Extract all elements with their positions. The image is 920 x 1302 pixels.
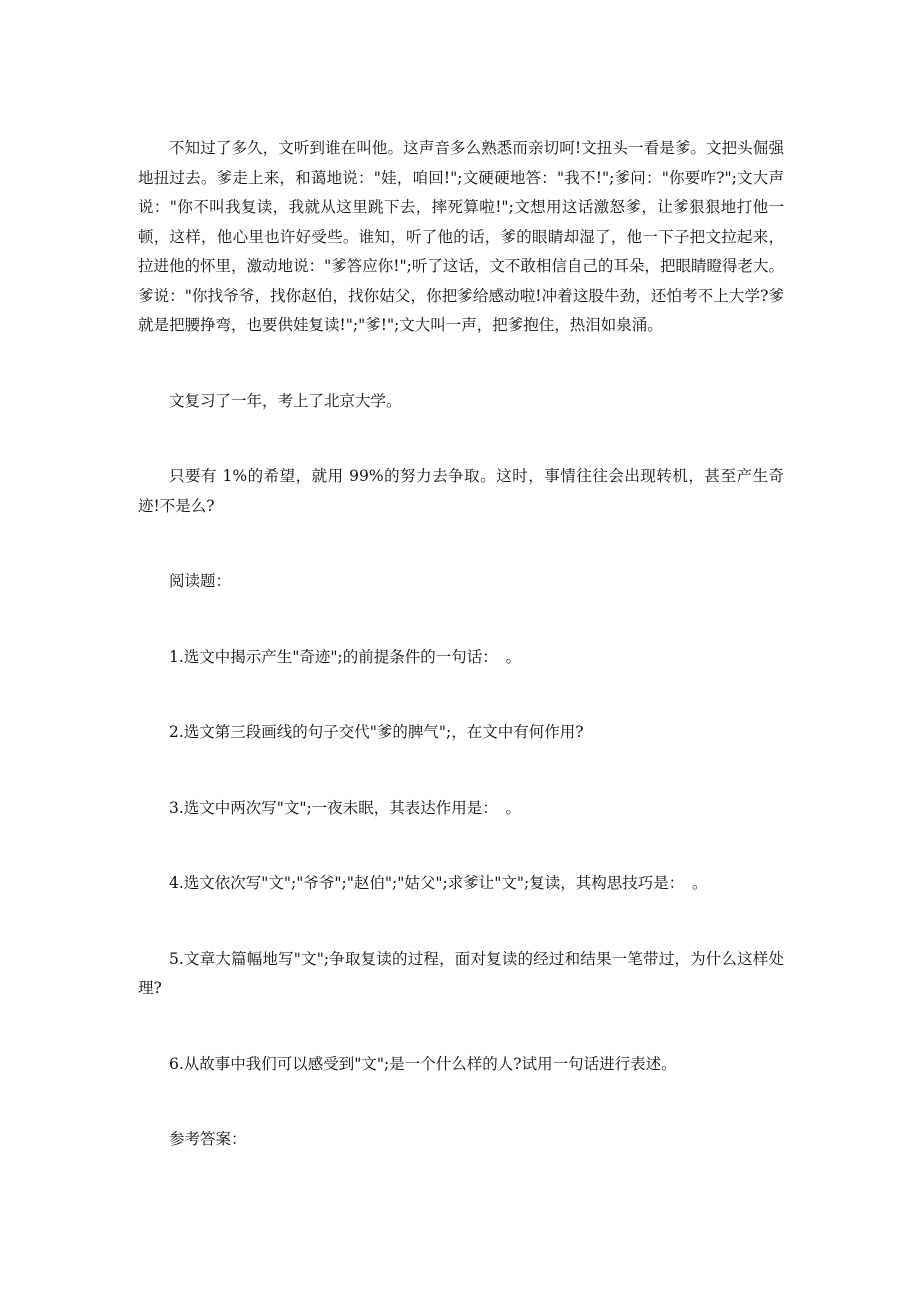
- document-body: [138, 134, 784, 1155]
- moral-paragraph: 只要有 1%的希望，就用 99%的努力去争取。这时，事情往往会出现转机，甚至产生奇迹!不是么?: [138, 467, 784, 515]
- question-4: 4.选文依次写"文";"爷爷";"赵伯";"姑父";求爹让"文";复读，其构思技巧是： 。: [169, 874, 708, 892]
- outcome-paragraph: 文复习了一年，考上了北京大学。: [169, 391, 402, 410]
- question-1: 1.选文中揭示产生"奇迹";的前提条件的一句话： 。: [169, 647, 522, 666]
- answer-key-heading: 参考答案：: [169, 1130, 247, 1148]
- story-paragraph: 不知过了多久，文听到谁在叫他。这声音多么熟悉而亲切呵!文扭头一看是爹。文把头倔强地扭过去。爹走上来，和蔼地说："娃，咱回!";文硬硬地答："我不!";爹问："你要咋?";文大声说："你不叫我复读，我就从这里跳下去，摔死算啦!";文想用这话激怒爹，让爹狠狠地打他一顿，这样，他心里也许好受些。谁知，听了他的话，爹的眼睛却湿了，他一下子把文拉起来，拉进他的怀里，激动地说："爹答应你!";听了这话，文不敢相信自己的耳朵，把眼睛瞪得老大。爹说："你找爷爷，找你赵伯，找你姑父，你把爹给感动啦!冲着这股牛劲，还怕考不上大学?爹就是把腰挣弯，也要供娃复读!";"爹!";文大叫一声，把爹抱住，热泪如泉涌。: [138, 139, 784, 334]
- question-3: 3.选文中两次写"文";一夜未眠，其表达作用是： 。: [169, 798, 522, 817]
- question-6: 6.从故事中我们可以感受到"文";是一个什么样的人?试用一句话进行表述。: [169, 1054, 677, 1073]
- question-5: 5.文章大篇幅地写"文";争取复读的过程，面对复读的经过和结果一笔带过，为什么这样处理?: [138, 949, 784, 997]
- question-2: 2.选文第三段画线的句子交代"爹的脾气";，在文中有何作用?: [169, 723, 584, 741]
- reading-questions-heading: 阅读题：: [169, 572, 232, 590]
